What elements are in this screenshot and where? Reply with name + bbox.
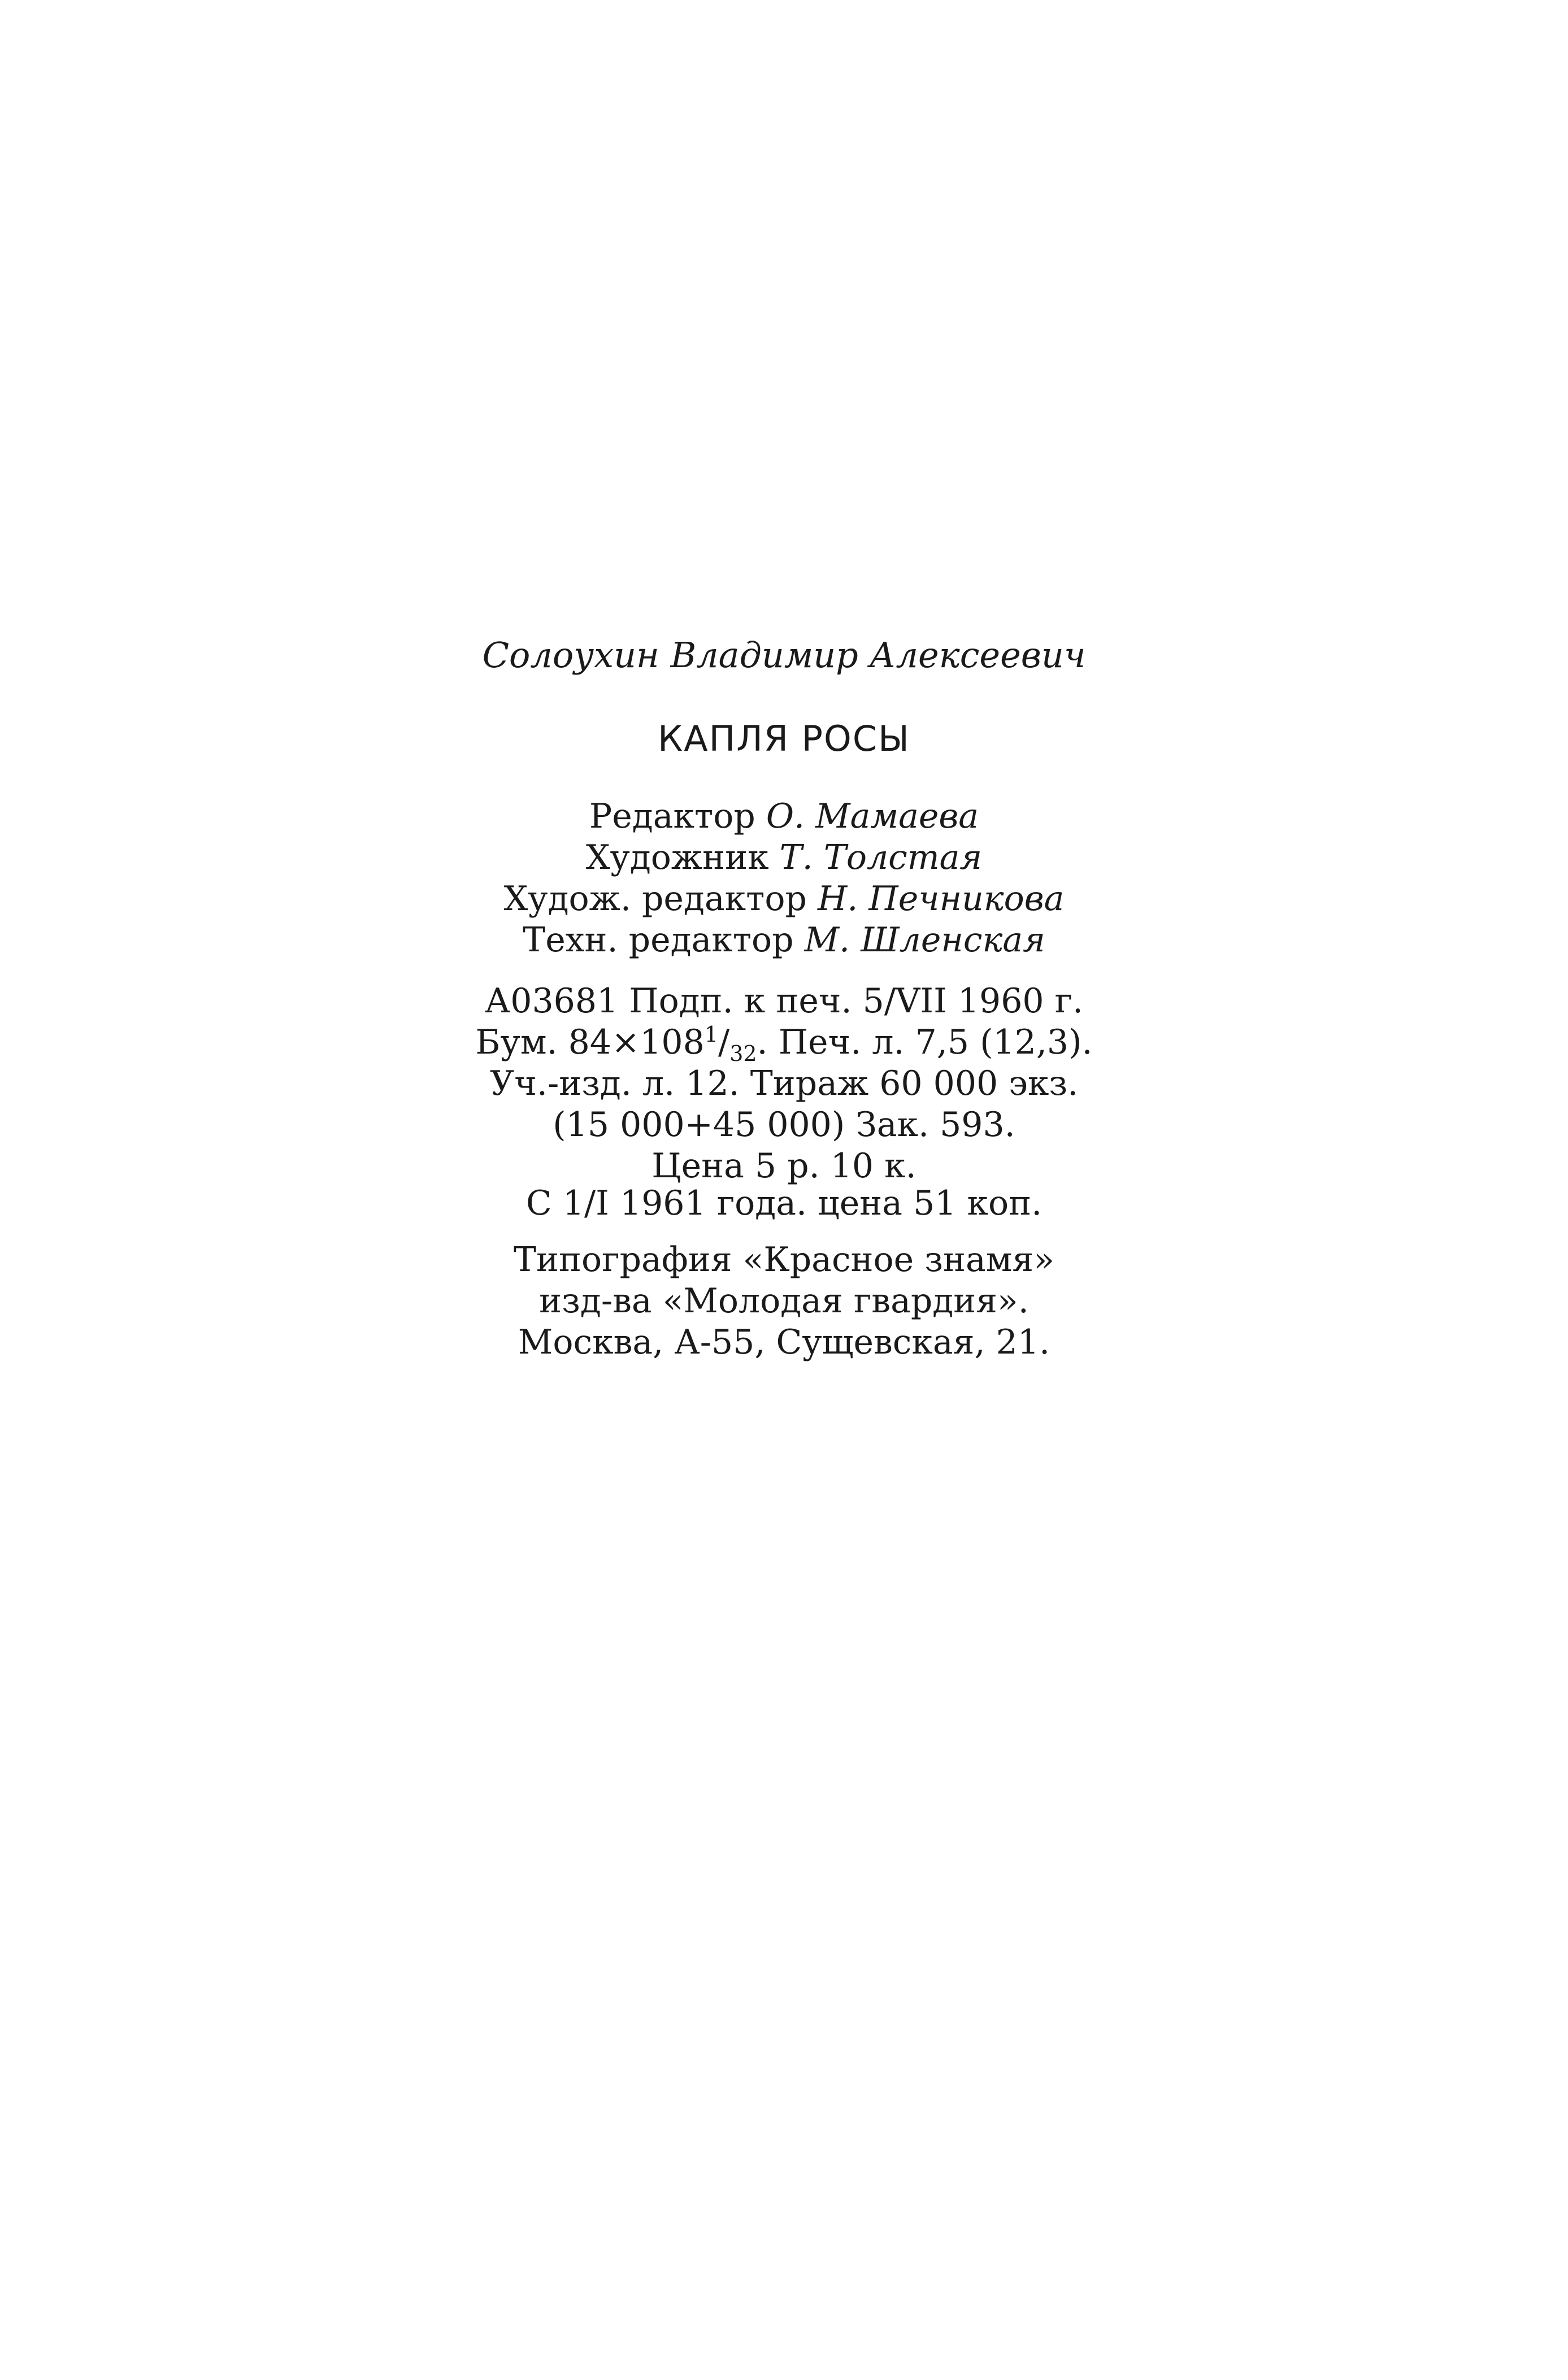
credit-tech-editor [0,917,1568,963]
credit-role: Техн. редактор [523,920,794,960]
print-sheets: . Печ. л. 7,5 (12,3). [757,1023,1093,1062]
book-title: КАПЛЯ РОСЫ [658,718,910,759]
imprint-line-1: А03681 Подп. к печ. 5/VII 1960 г. [484,981,1084,1021]
credit-role: Художник [585,838,769,877]
imprint-line-2 [0,1020,1568,1065]
imprint-line-4: (15 000+45 000) Зак. 593. [553,1105,1015,1145]
credit-name: О. Мамаева [766,797,979,836]
paper-format-sub: 32 [729,1041,757,1066]
credit-artist [0,835,1568,880]
printer-line-2: изд-ва «Молодая гвардия». [539,1281,1029,1321]
credit-name: Т. Толстая [779,838,983,877]
imprint-line-6: С 1/I 1961 года. цена 51 коп. [525,1184,1043,1223]
credit-name: М. Шленская [804,920,1045,960]
credit-art-editor [0,876,1568,921]
paper-format-sup: 1 [704,1022,718,1047]
author-name: Солоухин Владимир Алексеевич [482,634,1086,676]
printer-line-3: Москва, А-55, Сущевская, 21. [518,1322,1050,1362]
printer-line-1: Типография «Красное знамя» [514,1240,1054,1280]
imprint-line-5: Цена 5 р. 10 к. [651,1146,917,1186]
paper-format: Бум. 84×108 [475,1023,705,1062]
credit-name: Н. Печникова [817,879,1065,919]
paper-format-slash: / [718,1023,730,1062]
credit-role: Худож. редактор [503,879,807,919]
credit-role: Редактор [589,797,755,836]
credit-editor [0,794,1568,839]
imprint-line-3: Уч.-изд. л. 12. Тираж 60 000 экз. [489,1064,1079,1103]
